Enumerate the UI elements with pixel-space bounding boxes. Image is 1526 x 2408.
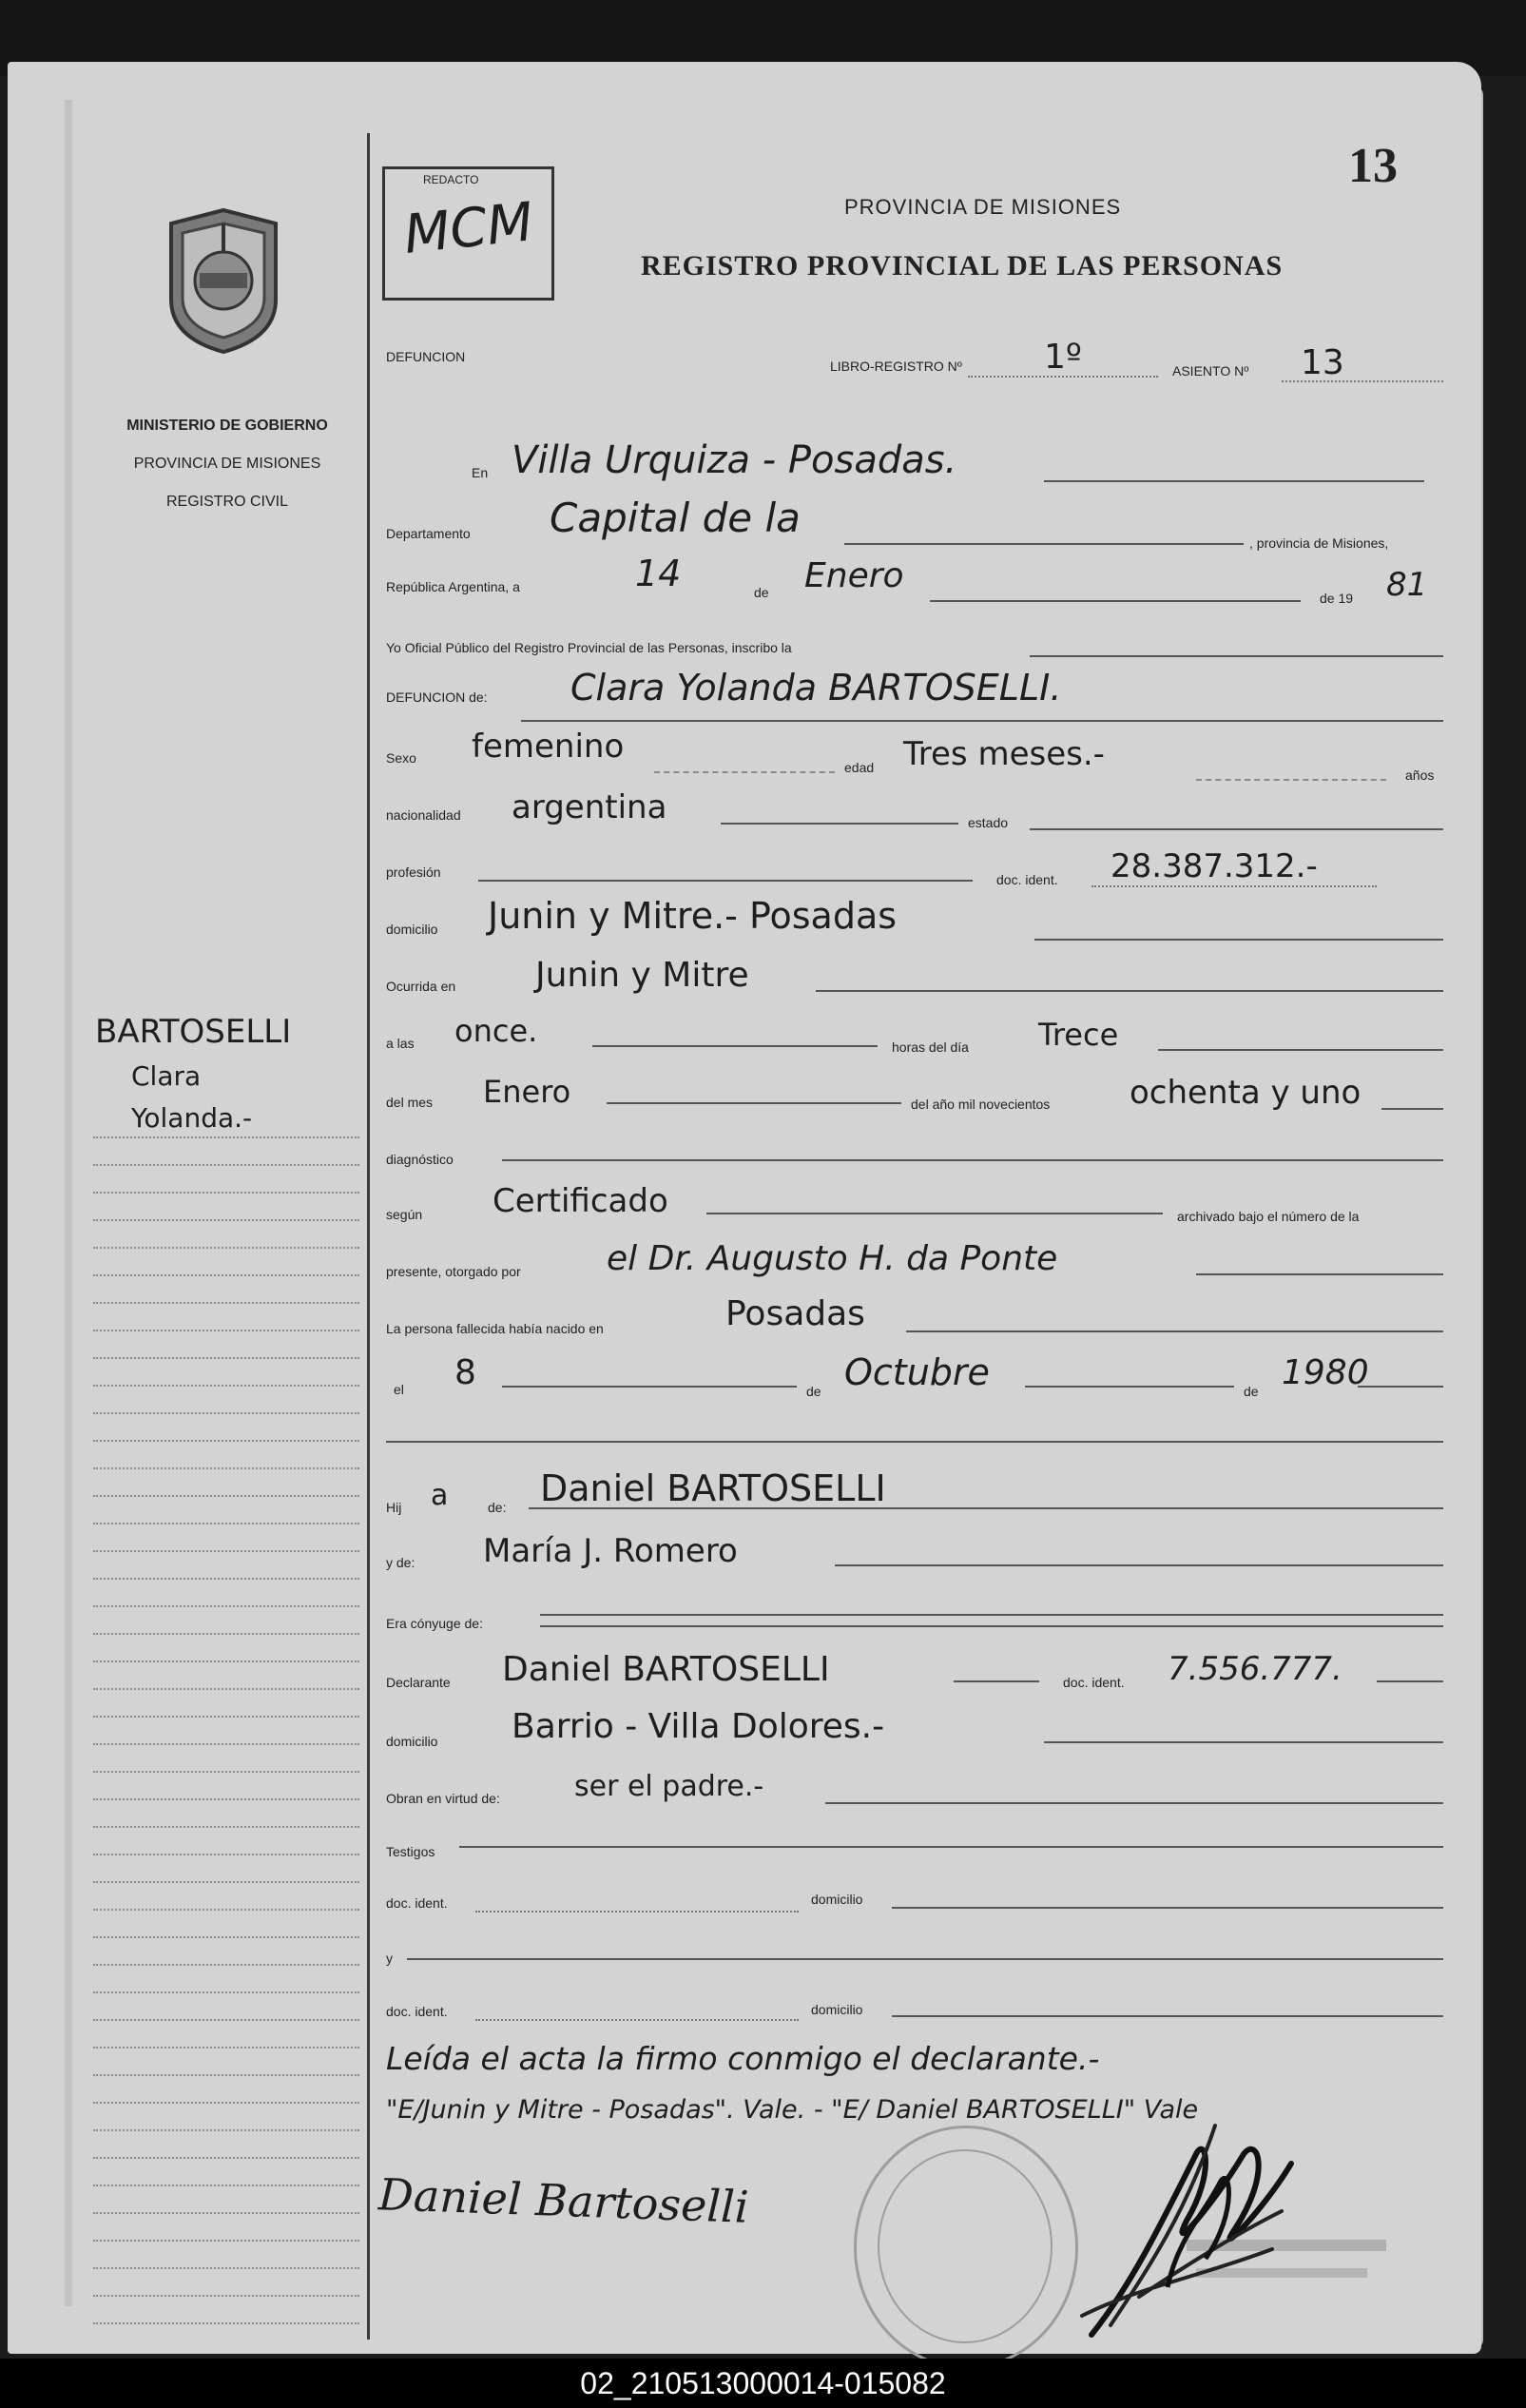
born-de-label: de <box>806 1384 821 1399</box>
born-de2-label: de <box>1244 1384 1259 1399</box>
margin-rule-line <box>93 2157 359 2159</box>
margin-rule-line <box>93 1771 359 1773</box>
day-word-value: Trece <box>1038 1017 1119 1053</box>
margin-rule-line <box>93 1716 359 1718</box>
according-value: Certificado <box>493 1182 668 1220</box>
acting-line <box>825 1802 1443 1804</box>
margin-rule-line <box>93 1854 359 1855</box>
coat-of-arms-icon <box>162 204 285 357</box>
margin-rule-line <box>93 2322 359 2324</box>
margin-rule-line <box>93 1385 359 1387</box>
department-label: Departamento <box>386 526 471 541</box>
hour-value: once. <box>454 1013 538 1049</box>
year-value: 81 <box>1386 566 1428 604</box>
declarant-doc-label: doc. ident. <box>1063 1675 1125 1690</box>
date-de-label: de <box>754 585 769 600</box>
day-word-line <box>1158 1049 1443 1051</box>
years-label: años <box>1405 767 1435 783</box>
margin-rule-line <box>93 1523 359 1524</box>
margin-rule-line <box>93 2267 359 2269</box>
year-words-line <box>1381 1108 1443 1110</box>
republic-label: República Argentina, a <box>386 579 520 594</box>
issued-value: el Dr. Augusto H. da Ponte <box>607 1239 1058 1278</box>
declarant-domicile-value: Barrio - Villa Dolores.- <box>512 1707 885 1746</box>
entry-label: ASIENTO Nº <box>1172 363 1249 379</box>
age-line <box>1196 779 1386 781</box>
left-province-label: PROVINCIA DE MISIONES <box>133 456 321 472</box>
profession-label: profesión <box>386 864 441 880</box>
born-year-value: 1980 <box>1282 1353 1369 1392</box>
deceased-name: Clara Yolanda BARTOSELLI. <box>570 667 1062 709</box>
margin-rule-line <box>93 1881 359 1883</box>
officer-text: Yo Oficial Público del Registro Provincial de las Personas, inscribo la <box>386 640 792 655</box>
margin-rule-line <box>93 2240 359 2242</box>
declarant-label: Declarante <box>386 1675 451 1690</box>
image-caption: 02_210513000014-015082 <box>0 2359 1526 2408</box>
margin-rule-line <box>93 2295 359 2297</box>
place-label: En <box>472 465 489 480</box>
margin-rule-line <box>93 1550 359 1552</box>
page-number: 13 <box>1348 139 1398 193</box>
witness2-domicile-label: domicilio <box>811 2002 863 2017</box>
header-registry: REGISTRO PROVINCIAL DE LAS PERSONAS <box>641 250 1284 282</box>
redaction-initials: MCM <box>400 191 536 266</box>
born-day-line <box>502 1386 797 1388</box>
margin-rule-line <box>93 2129 359 2131</box>
child-suffix: a <box>431 1479 449 1512</box>
age-value: Tres meses.- <box>903 735 1105 773</box>
entry-value: 13 <box>1301 343 1344 382</box>
margin-rule-line <box>93 1936 359 1938</box>
margin-rule-line <box>93 1633 359 1635</box>
margin-rule-line <box>93 1192 359 1194</box>
margin-rule-line <box>93 2047 359 2049</box>
declarant-doc-value: 7.556.777. <box>1168 1650 1342 1688</box>
margin-rule-line <box>93 1274 359 1276</box>
father-value: Daniel BARTOSELLI <box>540 1467 886 1509</box>
occurred-line <box>816 990 1443 992</box>
child-de-label: de: <box>488 1500 507 1515</box>
witness2-doc-label: doc. ident. <box>386 2004 448 2019</box>
margin-rule-line <box>93 1164 359 1166</box>
civil-state-label: estado <box>968 815 1009 830</box>
archived-label: archivado bajo el número de la <box>1177 1209 1360 1224</box>
occurred-label: Ocurrida en <box>386 979 456 994</box>
hour-line <box>592 1045 878 1047</box>
document-page <box>8 62 1481 2354</box>
witnesses-label: Testigos <box>386 1844 435 1859</box>
margin-surname: BARTOSELLI <box>95 1013 292 1051</box>
born-place-value: Posadas <box>725 1294 865 1333</box>
witness-doc-line <box>475 1911 799 1913</box>
margin-rule-line <box>93 1302 359 1304</box>
declarant-value: Daniel BARTOSELLI <box>502 1650 830 1689</box>
witness-domicile-line <box>892 1907 1443 1909</box>
issued-label: presente, otorgado por <box>386 1264 521 1279</box>
margin-rule-line <box>93 1826 359 1828</box>
mother-value: María J. Romero <box>483 1532 738 1570</box>
margin-rule-line <box>93 2212 359 2214</box>
spouse-label: Era cónyuge de: <box>386 1616 483 1631</box>
born-year-line <box>1358 1386 1443 1388</box>
department-value: Capital de la <box>550 495 801 541</box>
margin-rule-line <box>93 1909 359 1911</box>
department-line <box>844 543 1244 545</box>
deceased-line <box>521 720 1443 722</box>
occurred-value: Junin y Mitre <box>535 956 749 995</box>
book-value: 1º <box>1044 338 1082 377</box>
acting-label: Obran en virtud de: <box>386 1791 500 1806</box>
month-line <box>930 600 1301 602</box>
margin-rule-line <box>93 1467 359 1469</box>
place-value: Villa Urquiza - Posadas. <box>512 438 957 482</box>
hours-day-label: horas del día <box>892 1039 969 1055</box>
officer-signature-icon <box>1053 2097 1301 2354</box>
born-place-line <box>906 1330 1443 1332</box>
declarant-signature: Daniel Bartoselli <box>377 2168 750 2233</box>
profession-line <box>478 880 973 882</box>
margin-rule-line <box>93 1578 359 1580</box>
margin-rule-line <box>93 1688 359 1690</box>
born-prefix: el <box>394 1382 404 1397</box>
doc-label: doc. ident. <box>996 872 1058 887</box>
declarant-domicile-line <box>1044 1741 1443 1743</box>
nationality-label: nacionalidad <box>386 807 461 823</box>
margin-first-name: Clara <box>131 1060 202 1092</box>
at-label: a las <box>386 1036 415 1051</box>
civil-registry-label: REGISTRO CIVIL <box>165 494 289 510</box>
father-line <box>529 1507 1443 1509</box>
margin-rule-line <box>93 1412 359 1414</box>
sex-value: femenino <box>472 728 625 766</box>
year-words-value: ochenta y uno <box>1130 1074 1362 1112</box>
declarant-doc-line <box>1377 1680 1443 1682</box>
year-thousand-label: del año mil novecientos <box>911 1097 1051 1112</box>
death-of-label: DEFUNCION de: <box>386 689 488 705</box>
born-month-line <box>1025 1386 1234 1388</box>
margin-rule-line <box>93 1495 359 1497</box>
witness-line-1 <box>459 1846 1443 1848</box>
margin-rule-line <box>93 1743 359 1745</box>
ministry-label: MINISTERIO DE GOBIERNO <box>126 418 328 434</box>
age-label: edad <box>844 760 875 775</box>
witness-domicile-label: domicilio <box>811 1892 863 1907</box>
closing-line-1: Leída el acta la firmo conmigo el declarante.- <box>386 2040 1100 2077</box>
according-line <box>706 1213 1163 1214</box>
domicile-label: domicilio <box>386 922 438 937</box>
blank-line-1 <box>386 1441 1443 1443</box>
witness-line-2 <box>407 1958 1443 1960</box>
according-label: según <box>386 1207 423 1222</box>
redaction-box <box>382 166 554 301</box>
spouse-line-1 <box>540 1614 1443 1616</box>
margin-rule-line <box>93 1219 359 1221</box>
place-line <box>1044 480 1424 482</box>
closing-line-2: "E/Junin y Mitre - Posadas". Vale. - "E/ Daniel BARTOSELLI" Vale <box>386 2095 1199 2125</box>
year-prefix: de 19 <box>1320 591 1354 606</box>
domicile-line <box>1034 939 1443 941</box>
margin-rule-line <box>93 1247 359 1249</box>
margin-rule-line <box>93 2019 359 2021</box>
book-label: LIBRO-REGISTRO Nº <box>830 359 962 374</box>
binding-strip <box>65 100 72 2306</box>
diagnosis-label: diagnóstico <box>386 1152 454 1167</box>
margin-rule-line <box>93 1136 359 1138</box>
and-witness-label: y <box>386 1951 393 1966</box>
month-word-line <box>607 1102 901 1104</box>
doc-value: 28.387.312.- <box>1111 847 1318 885</box>
margin-divider <box>367 133 370 2340</box>
declarant-domicile-label: domicilio <box>386 1734 438 1749</box>
born-day-value: 8 <box>454 1353 476 1392</box>
issued-line <box>1196 1273 1443 1275</box>
margin-rule-line <box>93 1605 359 1607</box>
sex-label: Sexo <box>386 750 416 766</box>
margin-rule-line <box>93 1440 359 1442</box>
domicile-value: Junin y Mitre.- Posadas <box>488 895 898 937</box>
witness-doc-label: doc. ident. <box>386 1895 448 1911</box>
redaction-label: REDACTO <box>423 173 479 186</box>
child-label: Hij <box>386 1500 402 1515</box>
day-value: 14 <box>635 553 682 594</box>
acting-value: ser el padre.- <box>574 1770 764 1803</box>
registry-seal <box>854 2126 1078 2369</box>
province-suffix: , provincia de Misiones, <box>1249 535 1389 551</box>
nationality-line <box>721 823 958 825</box>
born-label: La persona fallecida había nacido en <box>386 1321 604 1336</box>
month-value: Enero <box>804 556 904 595</box>
born-month-value: Octubre <box>844 1351 990 1393</box>
witness2-domicile-line <box>892 2015 1443 2017</box>
officer-line <box>1030 655 1443 657</box>
margin-rule-line <box>93 1964 359 1966</box>
month-word-value: Enero <box>483 1074 571 1110</box>
and-label: y de: <box>386 1555 415 1570</box>
header-province: PROVINCIA DE MISIONES <box>844 195 1122 219</box>
margin-rule-line <box>93 2185 359 2186</box>
mother-line <box>835 1564 1443 1566</box>
nationality-value: argentina <box>512 788 667 826</box>
act-type-label: DEFUNCION <box>386 349 466 364</box>
spouse-line-2 <box>540 1625 1443 1627</box>
doc-line <box>1091 885 1377 887</box>
margin-rule-line <box>93 1357 359 1359</box>
margin-rule-line <box>93 1330 359 1331</box>
month-label: del mes <box>386 1095 434 1110</box>
margin-rule-line <box>93 1991 359 1993</box>
declarant-line <box>954 1680 1039 1682</box>
margin-rule-line <box>93 1660 359 1662</box>
margin-second-name: Yolanda.- <box>131 1102 253 1134</box>
diagnosis-line <box>502 1159 1443 1161</box>
margin-rule-line <box>93 2074 359 2076</box>
civil-state-line <box>1030 828 1443 830</box>
margin-rule-line <box>93 2102 359 2104</box>
margin-rule-line <box>93 1798 359 1800</box>
witness2-doc-line <box>475 2019 799 2021</box>
sex-line <box>654 771 835 773</box>
